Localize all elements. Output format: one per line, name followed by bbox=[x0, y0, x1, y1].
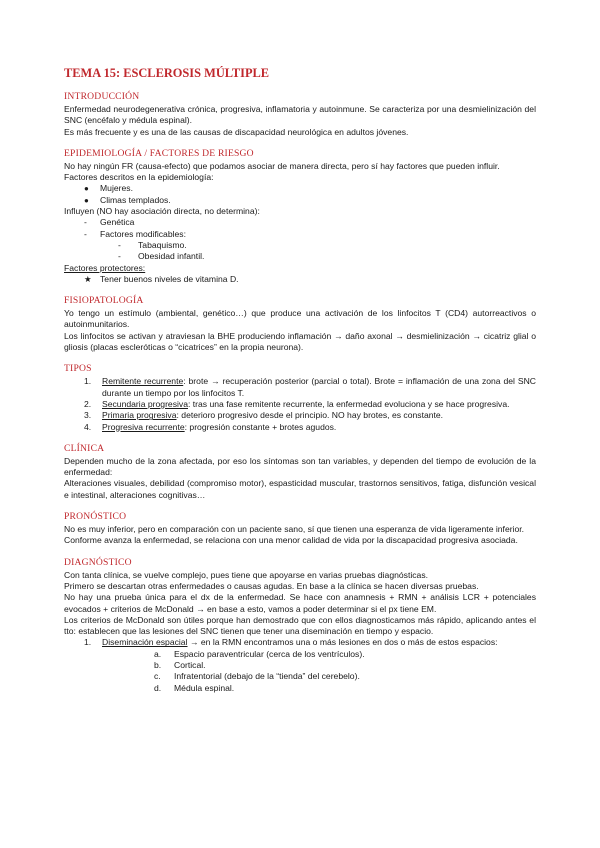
dash-icon: - bbox=[118, 251, 121, 262]
document-title: TEMA 15: ESCLEROSIS MÚLTIPLE bbox=[64, 66, 270, 80]
dash-icon: - bbox=[84, 217, 87, 228]
paragraph: Es más frecuente y es una de las causas de discapacidad neurológica en adultos jóvenes. bbox=[64, 126, 409, 137]
paragraph: Yo tengo un estímulo (ambiental, genético…) que produce una activación de los linfocitos T (CD4) autorreactivos o autoinmunitarios. bbox=[64, 308, 536, 330]
paragraph: Con tanta clínica, se vuelve complejo, pues tiene que apoyarse en varias pruebas diagnósticas. bbox=[64, 569, 429, 580]
paragraph: Influyen (NO hay asociación directa, no determina): bbox=[64, 206, 260, 217]
list-item: - Genética bbox=[84, 217, 135, 228]
paragraph: Alteraciones visuales, debilidad (compromiso motor), espasticidad muscular, trastornos sensitivos, fatiga, disfunción vesical e intestinal, alteraciones cognitivas… bbox=[64, 478, 536, 500]
paragraph: Factores descritos en la epidemiología: bbox=[64, 172, 214, 183]
list-item: d. Médula espinal. bbox=[154, 682, 235, 693]
document-body bbox=[64, 66, 536, 694]
list-item: 2. Secundaria progresiva: tras una fase remitente recurrente, la enfermedad evoluciona y se hace progresiva. bbox=[84, 398, 510, 409]
list-item: 1. Diseminación espacial → en la RMN encontramos una o más lesiones en dos o más de estos espacios: bbox=[84, 637, 498, 648]
list-item: 3. Primaria progresiva: deterioro progresivo desde el principio. NO hay brotes, es constante. bbox=[84, 410, 444, 421]
list-item: - Obesidad infantil. bbox=[118, 251, 205, 262]
dash-icon: - bbox=[84, 228, 87, 239]
list-item: 1. Remitente recurrente: brote → recuperación posterior (parcial o total). Brote = inflamación de una zona del SNC durante un tiempo por los linfocitos T. bbox=[84, 376, 536, 398]
list-item: - Factores modificables: bbox=[84, 228, 186, 239]
list-item: c. Infratentorial (debajo de la “tienda” del cerebelo). bbox=[154, 671, 360, 682]
paragraph: Los linfocitos se activan y atraviesan la BHE produciendo inflamación → daño axonal → desmielinización → cicatriz glial o gliosis (placas escleróticas o “cicatrices” en la propia neurona). bbox=[64, 330, 536, 353]
heading-fisiopatologia: FISIOPATOLOGÍA bbox=[64, 295, 144, 307]
heading-pronostico: PRONÓSTICO bbox=[64, 511, 127, 523]
paragraph: Los criterios de McDonald son útiles porque han demostrado que con ellos diagnosticamos más rápido, aplicando antes el tto: establecen que las lesiones del SNC tienen que tener una diseminación en tiempo y espacio. bbox=[64, 614, 536, 637]
list-item: a. Espacio paraventricular (cerca de los ventrículos). bbox=[154, 648, 365, 659]
protectores-label: Factores protectores: bbox=[64, 262, 146, 273]
paragraph: Dependen mucho de la zona afectada, por eso los síntomas son tan variables, y dependen del tiempo de evolución de la enfermedad: bbox=[64, 455, 536, 478]
paragraph: No es muy inferior, pero en comparación con un paciente sano, sí que tienen una esperanza de vida ligeramente inferior. bbox=[64, 524, 525, 535]
heading-tipos: TIPOS bbox=[64, 363, 92, 375]
paragraph: Primero se descartan otras enfermedades o causas agudas. En base a la clínica se hacen diversas pruebas. bbox=[64, 580, 479, 591]
list-item: ● Mujeres. bbox=[84, 183, 133, 194]
list-item: 4. Progresiva recurrente: progresión constante + brotes agudos. bbox=[84, 421, 337, 432]
paragraph: No hay ningún FR (causa-efecto) que podamos asociar de manera directa, pero sí hay factores que pueden influir. bbox=[64, 160, 500, 171]
heading-introduccion: INTRODUCCIÓN bbox=[64, 91, 140, 102]
list-item: ★ Tener buenos niveles de vitamina D. bbox=[84, 273, 239, 284]
heading-diagnostico: DIAGNÓSTICO bbox=[64, 556, 132, 568]
list-item: - Tabaquismo. bbox=[118, 239, 187, 250]
list-item: ● Climas templados. bbox=[84, 194, 171, 205]
dash-icon: - bbox=[118, 239, 121, 250]
heading-clinica: CLÍNICA bbox=[64, 442, 105, 454]
bullet-icon: ● bbox=[84, 195, 89, 205]
star-icon: ★ bbox=[84, 273, 92, 284]
bullet-icon: ● bbox=[84, 184, 89, 194]
paragraph: No hay una prueba única para el dx de la enfermedad. Se hace con anamnesis + RMN + análisis LCR + potenciales evocados + criterios de McDonald → en base a esto, vamos a poder determinar si el px tiene EM. bbox=[64, 592, 536, 614]
heading-epidemiologia: EPIDEMIOLOGÍA / FACTORES DE RIESGO bbox=[64, 147, 254, 159]
list-item: b. Cortical. bbox=[154, 659, 206, 670]
paragraph: Enfermedad neurodegenerativa crónica, progresiva, inflamatoria y autoinmune. Se caracteriza por una desmielinización del SNC (encéfalo y médula espinal). bbox=[64, 104, 536, 126]
paragraph: Conforme avanza la enfermedad, se relaciona con una menor calidad de vida por la discapacidad progresiva asociada. bbox=[64, 535, 518, 546]
